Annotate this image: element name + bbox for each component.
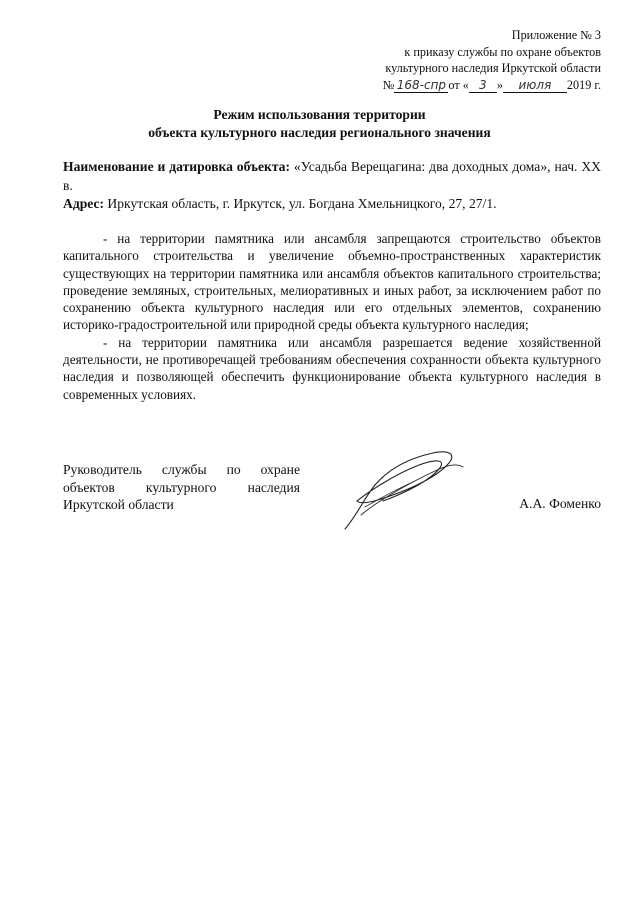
object-address-label: Адрес: <box>63 196 105 211</box>
position-line-2: объектов культурного наследия <box>63 479 300 495</box>
rule-prohibited: - на территории памятника или ансамбля запрещаются строительство объектов капитального строительства и увеличение объемно-пространственных характеристик существующих на территории памятника или ансамбля объектов капитального строительства; проведение земляных, строительных, мелиоративных и иных работ, за исключением работ по сохранению объекта культурного наследия или его отдельных элементов, сохранению историко-градостроительной или природной среды объекта культурного наследия; <box>63 231 601 333</box>
handwritten-date-day: 3 <box>469 79 497 93</box>
handwritten-order-number: 168-спр <box>394 79 448 93</box>
appendix-header <box>383 27 601 93</box>
object-name-paragraph <box>63 158 601 195</box>
object-address-paragraph <box>63 195 601 214</box>
object-info <box>63 158 601 214</box>
appendix-order-line: к приказу службы по охране объектов <box>404 44 601 59</box>
title-line-2: объекта культурного наследия регионального значения <box>148 125 491 140</box>
handwritten-date-month: июля <box>503 79 567 93</box>
rule-allowed: - на территории памятника или ансамбля разрешается ведение хозяйственной деятельности, не противоречащей требованиям обеспечения сохранности объекта культурного наследия и позволяющей обеспечить функционирование объекта культурного наследия в современных условиях. <box>63 334 601 402</box>
handwritten-signature-icon <box>335 445 475 535</box>
document-title <box>0 106 639 142</box>
date-from: от « <box>448 77 469 92</box>
date-quote-close: » <box>496 77 503 92</box>
signatory-name: А.А. Фоменко <box>519 496 601 511</box>
appendix-authority-line: культурного наследия Иркутской области <box>385 61 601 75</box>
object-address-value: Иркутская область, г. Иркутск, ул. Богдана Хмельницкого, 27, 27/1. <box>107 196 497 211</box>
signatory-position <box>63 461 300 514</box>
usage-rules <box>63 230 601 403</box>
appendix-title: Приложение № 3 <box>511 28 601 42</box>
number-prefix: № <box>382 77 395 92</box>
position-line-1: Руководитель службы по охране <box>63 462 300 477</box>
position-line-3: Иркутской области <box>63 497 174 512</box>
date-year: 2019 г. <box>566 77 601 92</box>
object-name-value: «Усадьба Верещагина: два доходных дома», нач. XX в. <box>63 159 601 193</box>
title-line-1: Режим использования территории <box>213 107 426 122</box>
appendix-number-date <box>383 77 601 94</box>
object-name-label: Наименование и датировка объекта: <box>63 159 290 174</box>
